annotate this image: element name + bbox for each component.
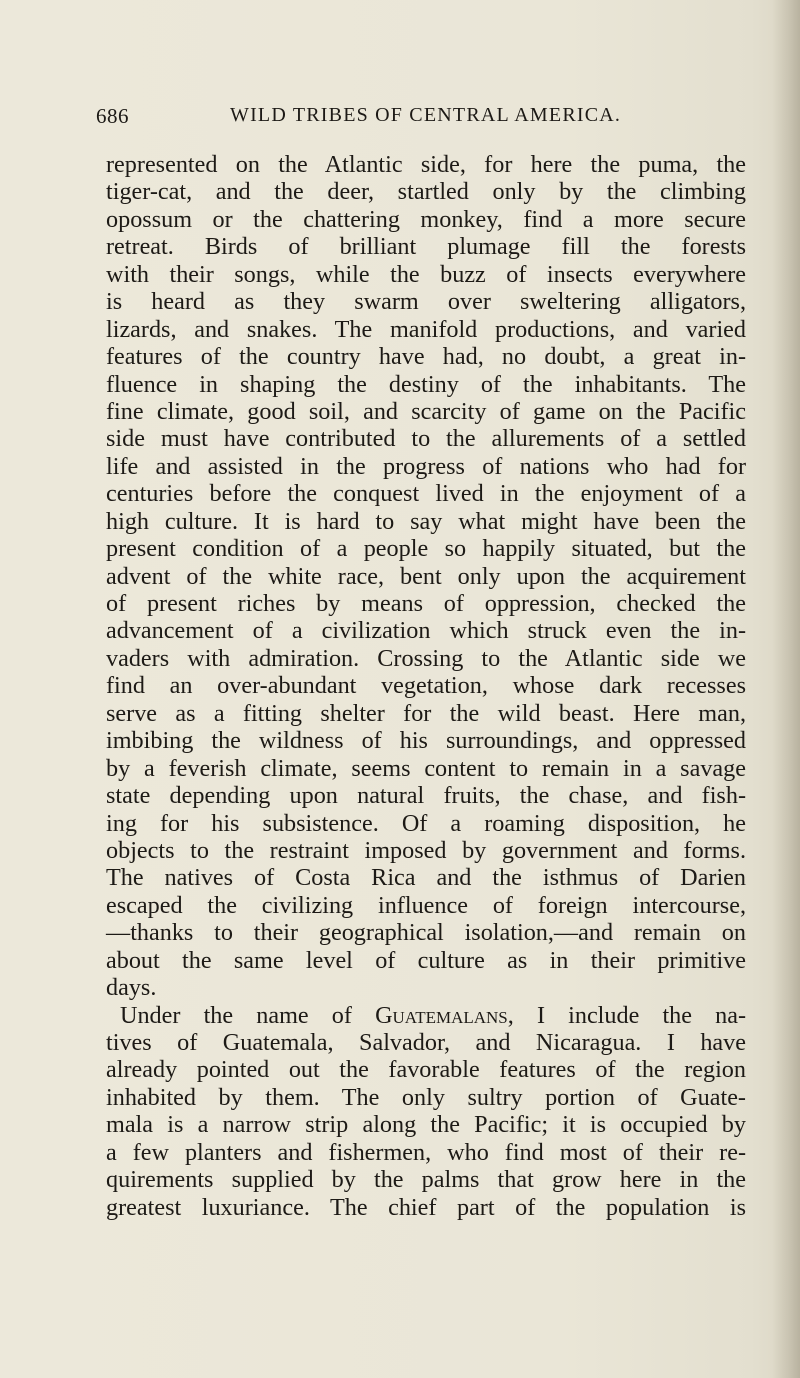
text-line: centuries before the conquest lived in the enjoyment of a	[106, 480, 746, 508]
text-line: about the same level of culture as in their primitive	[106, 946, 746, 974]
text-line: serve as a fitting shelter for the wild beast. Here man,	[106, 699, 746, 727]
text-line: of present riches by means of oppression, checked the	[106, 590, 746, 617]
text-line: ing for his subsistence. Of a roaming disposition, he	[106, 809, 746, 837]
text-line: a few planters and fishermen, who find most of their re-	[106, 1138, 746, 1166]
text-line: present condition of a people so happily situated, but the	[106, 535, 746, 563]
text-line: vaders with admiration. Crossing to the Atlantic side we	[106, 644, 746, 672]
text-line: days.	[106, 974, 157, 1002]
paragraph-2	[106, 1002, 746, 1222]
text-line: with their songs, while the buzz of insects everywhere	[106, 260, 746, 288]
text-line: The natives of Costa Rica and the isthmus of Darien	[106, 864, 746, 892]
text-line: represented on the Atlantic side, for here the puma, the	[106, 151, 746, 178]
text-line: greatest luxuriance. The chief part of the population is	[106, 1193, 746, 1221]
text-line: lizards, and snakes. The manifold productions, and varied	[106, 315, 746, 343]
text-line: inhabited by them. The only sultry portion of Guate-	[106, 1083, 746, 1111]
text-line: advancement of a civilization which struck even the in-	[106, 617, 746, 645]
text-line-with-smallcaps	[106, 1002, 746, 1029]
text-line: opossum or the chattering monkey, find a more secure	[106, 205, 746, 233]
text-line: side must have contributed to the allurements of a settled	[106, 425, 746, 453]
text-line: tives of Guatemala, Salvador, and Nicaragua. I have	[106, 1029, 746, 1056]
text-line: mala is a narrow strip along the Pacific; it is occupied by	[106, 1111, 746, 1139]
text-line: find an over-abundant vegetation, whose dark recesses	[106, 672, 746, 700]
text-fragment: Under the name of	[120, 1001, 352, 1029]
paragraph-1	[106, 151, 746, 1002]
text-line: fine climate, good soil, and scarcity of game on the Pacific	[106, 397, 746, 425]
body-text	[106, 151, 746, 1221]
text-fragment: , I include the na-	[507, 1001, 747, 1029]
text-line: already pointed out the favorable features of the region	[106, 1056, 746, 1084]
text-line: advent of the white race, bent only upon the acquirement	[106, 562, 746, 590]
text-line: is heard as they swarm over sweltering alligators,	[106, 288, 746, 316]
text-line: retreat. Birds of brilliant plumage fill the forests	[106, 233, 746, 261]
page-header	[96, 104, 736, 136]
text-line: high culture. It is hard to say what might have been the	[106, 507, 746, 535]
text-line: fluence in shaping the destiny of the inhabitants. The	[106, 370, 746, 398]
text-line: escaped the civilizing influence of foreign intercourse,	[106, 891, 746, 919]
text-line: tiger-cat, and the deer, startled only by the climbing	[106, 178, 746, 206]
text-line: state depending upon natural fruits, the chase, and fish-	[106, 782, 746, 810]
text-line: objects to the restraint imposed by government and forms.	[106, 836, 746, 864]
running-head: WILD TRIBES OF CENTRAL AMERICA.	[230, 104, 622, 126]
text-line: by a feverish climate, seems content to remain in a savage	[106, 754, 746, 782]
text-line: imbibing the wildness of his surroundings, and oppressed	[106, 727, 746, 755]
page-edge-shadow	[772, 0, 800, 1378]
text-line: features of the country have had, no doubt, a great in-	[106, 343, 746, 371]
text-line: quirements supplied by the palms that grow here in the	[106, 1166, 746, 1194]
smallcaps-term: Guatemalans	[375, 1001, 508, 1029]
page-number: 686	[96, 104, 129, 128]
text-line: life and assisted in the progress of nations who had for	[106, 452, 746, 480]
text-line: —thanks to their geographical isolation,—and remain on	[106, 919, 746, 947]
